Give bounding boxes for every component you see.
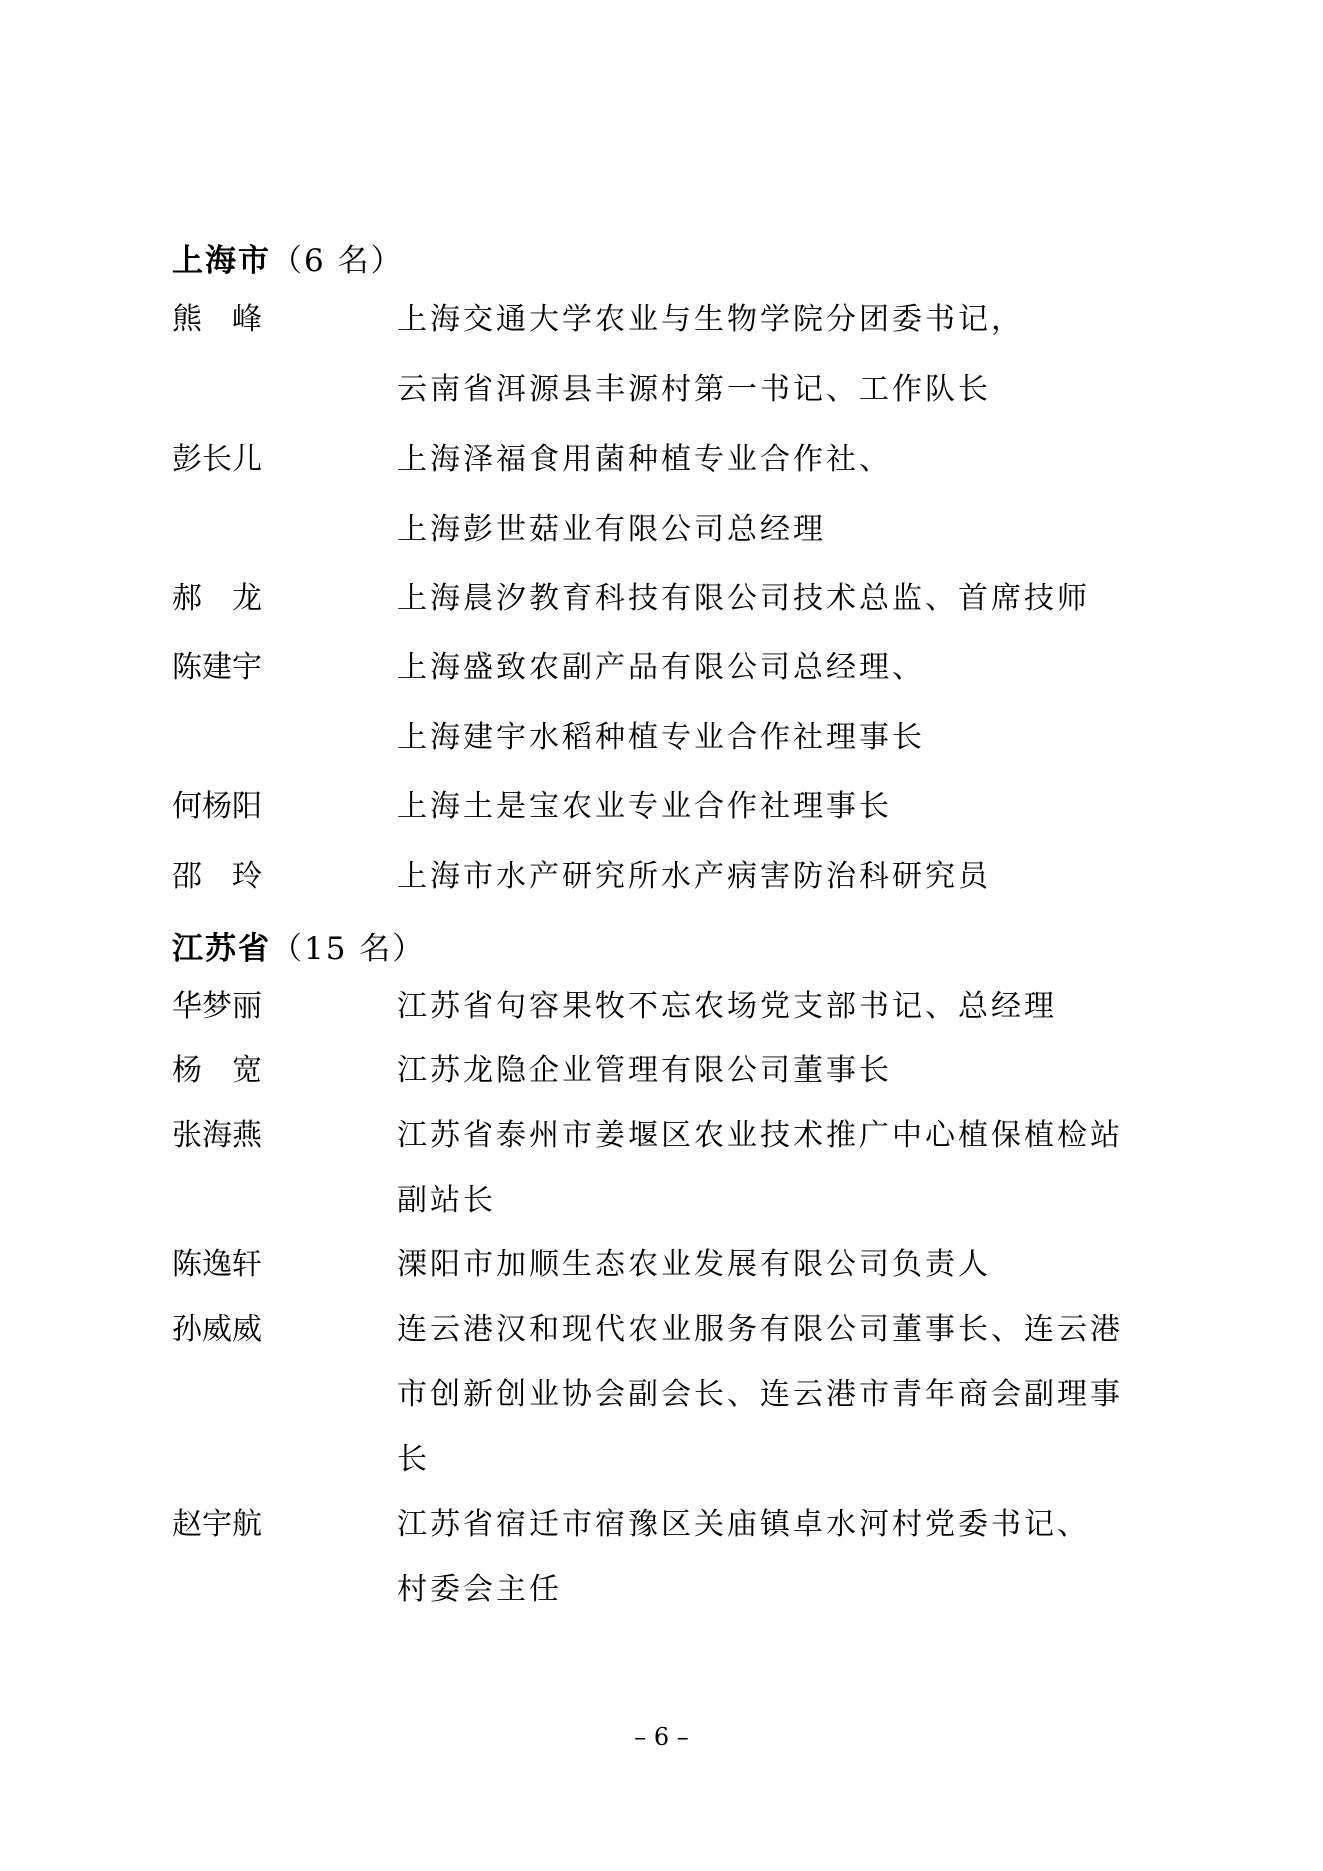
entry-line: 江苏龙隐企业管理有限公司董事长 (397, 1053, 892, 1088)
entry-line: 上海建宇水稻种植专业合作社理事长 (397, 720, 925, 755)
entry-name: 何杨阳 (172, 789, 262, 824)
entry-name: 华梦丽 (172, 989, 262, 1024)
entry-line: 江苏省泰州市姜堰区农业技术推广中心植保植检站 (397, 1118, 1123, 1153)
entry-line: 副站长 (397, 1183, 496, 1218)
entry-name: 陈逸轩 (172, 1247, 262, 1282)
entry-name: 彭长儿 (172, 442, 262, 477)
entry-name: 张海燕 (172, 1118, 262, 1153)
entry-line: 市创新创业协会副会长、连云港市青年商会副理事 (397, 1377, 1123, 1412)
entry-line: 上海彭世菇业有限公司总经理 (397, 512, 826, 547)
entry-line: 上海交通大学农业与生物学院分团委书记， (397, 302, 1024, 337)
entry-line: 江苏省句容果牧不忘农场党支部书记、总经理 (397, 989, 1057, 1024)
entry-line: 上海泽福食用菌种植专业合作社、 (397, 442, 892, 477)
section-title-shanghai (172, 241, 404, 281)
entry-line: 上海市水产研究所水产病害防治科研究员 (397, 859, 991, 894)
entry-name: 杨 宽 (172, 1053, 262, 1088)
entry-line: 连云港汉和现代农业服务有限公司董事长、连云港 (397, 1312, 1123, 1347)
section-title-text: 江苏省 (172, 931, 271, 967)
section-count: （6 名） (271, 243, 404, 279)
section-count: （15 名） (271, 931, 426, 967)
entry-name: 孙威威 (172, 1312, 262, 1347)
entry-line: 溧阳市加顺生态农业发展有限公司负责人 (397, 1247, 991, 1282)
entry-name: 熊 峰 (172, 302, 262, 337)
entry-name: 赵宇航 (172, 1507, 262, 1542)
entry-name: 邵 玲 (172, 859, 262, 894)
entry-name: 陈建宇 (172, 650, 262, 685)
entry-line: 村委会主任 (397, 1572, 562, 1607)
section-title-text: 上海市 (172, 243, 271, 279)
entry-line: 长 (397, 1442, 430, 1477)
entry-line: 上海土是宝农业专业合作社理事长 (397, 789, 892, 824)
entry-line: 上海盛致农副产品有限公司总经理、 (397, 650, 925, 685)
entry-line: 云南省洱源县丰源村第一书记、工作队长 (397, 372, 991, 407)
entry-name: 郝 龙 (172, 581, 262, 616)
entry-line: 江苏省宿迁市宿豫区关庙镇卓水河村党委书记、 (397, 1507, 1090, 1542)
page-number: – 6 – (634, 1723, 689, 1751)
entry-line: 上海晨汐教育科技有限公司技术总监、首席技师 (397, 581, 1090, 616)
section-title-jiangsu (172, 929, 425, 969)
